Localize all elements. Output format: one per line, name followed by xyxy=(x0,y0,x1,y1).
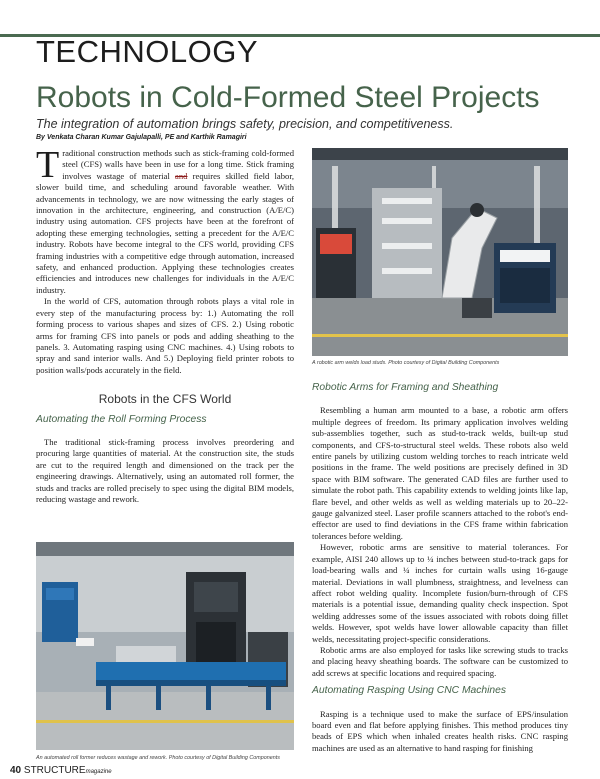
roll-former-photo xyxy=(36,542,294,750)
roll-former-caption: An automated roll former reduces wastage and rework. Photo courtesy of Digital Building Components xyxy=(36,755,280,761)
paragraph-7: Rasping is a technique used to make the surface of EPS/insulation board even and flat before applying finishes. This method produces tiny beads of EPS which when inhaled creates health risks. CNC rasping machines are used as an alternative to hand rasping for finishing xyxy=(312,708,568,753)
subsection-heading-robotic-arms: Robotic Arms for Framing and Sheathing xyxy=(312,382,499,393)
roll-former-illustration xyxy=(36,542,294,750)
robot-arm-photo xyxy=(312,148,568,356)
intro-paragraph: Traditional construction methods such as stick-framing cold-formed steel (CFS) walls have been in use for a long time. Stick framing involves wastage of material and requires skilled field labor, slower build time, and scheduling around favorable weather. With advancements in technology, we are now witnessing the early stages of innovation in the architecture, engineering, and construction (A/E/C) industry using automation. CFS projects have been at the forefront of adopting these emerging technologies, setting a precedent for the A/E/C industry. Robots have become integral to the CFS world, providing CFS framing industries with a competitive edge through automation, increased safety, and enhanced production. Applying these technologies creates efficiencies and introduces new challenges for individuals in the A/E/C industry. xyxy=(36,144,294,295)
left-column xyxy=(36,144,294,505)
right-column xyxy=(312,376,568,754)
paragraph-3: The traditional stick-framing process involves preordering and procuring large quantities of material. At the construction site, the studs are cut to the required length and dimensioned on the track per the engineering drawings. Alternatively, using an automated roll former, the studs and tracks are rolled precisely to spec using the digital BIM models, reducing wastage and rework. xyxy=(36,436,294,504)
subsection-heading-rasping: Automating Rasping Using CNC Machines xyxy=(312,685,507,697)
subsection-heading-roll-forming: Automating the Roll Forming Process xyxy=(36,413,207,425)
robot-arm-illustration xyxy=(312,148,568,356)
paragraph-2: In the world of CFS, automation through robots plays a vital role in every step of the manufacturing process by: 1.) Automating the roll forming process to various shapes and sizes of CFS. 2.) Using robotic arms for framing CFS into panels or pods and adding sheathing to the panels. 3. Automating rasping using CNC machines. 4.) Using robots to spray and sand interior walls. And 5.) Deploying field printer robots to position walls/pods accurately in the field. xyxy=(36,296,294,375)
struck-word: and xyxy=(175,170,188,181)
article-subtitle: The integration of automation brings safety, precision, and competitiveness. xyxy=(36,117,454,131)
paragraph-6: Robotic arms are also employed for tasks like screwing studs to tracks and placing heavy sheathing boards. The software can be customized to add screws at specific locations and required spacing. xyxy=(312,644,568,678)
page-number: 40 xyxy=(10,765,22,776)
drop-cap: T xyxy=(36,144,60,186)
page-footer xyxy=(10,765,112,776)
paragraph-5: However, robotic arms are sensitive to material tolerances. For example, AISI 240 allows up to ¼ inches between stud-to-track gaps for load-bearing walls and ¼ inches for curtain walls using 16-gauge material. Deviations in wall plumbness, straightness, and levelness can affect robot welding quality. Incomplete fusion/burn-through of CFS materials is a potential issue, demanding quality check inspection. Spot welding addresses some of the issues associated with robots doing fillet welds. However, spot welds have lower allowable capacity than fillet welds, necessitating project-specific considerations. xyxy=(312,542,568,644)
paragraph-4: Resembling a human arm mounted to a base, a robotic arm offers multiple degrees of freedom. Its primary application involves welding sub-assemblies together, such as stud-to-track welds, built-up stud components, and CFS-to-structural steel welds. These robots also weld entire panels by utilizing custom welding torches to reach intricate weld positions in the frame. The weld positions are precisely defined in 3D space with BIM software. The generated CAD files are further used to simulate the robot path. This capability extends to welding joints like lap, flare bevel, and other welds as well as welding materials up to 20–22-gauge galvanized steel. Laser profile scanners attached to the robot's end-effector are used to find deviations in the CFS frame within fabrication tolerances before welding. xyxy=(312,405,568,541)
magazine-name: STRUCTURE xyxy=(23,765,86,776)
article-title: Robots in Cold-Formed Steel Projects xyxy=(36,81,540,114)
magazine-suffix: magazine xyxy=(85,769,112,775)
robot-photo-caption: A robotic arm welds load studs. Photo courtesy of Digital Building Components xyxy=(312,360,500,366)
section-label: TECHNOLOGY xyxy=(36,34,259,69)
article-byline: By Venkata Charan Kumar Gajulapalli, PE and Karthik Ramagiri xyxy=(36,134,247,141)
section-heading: Robots in the CFS World xyxy=(98,392,232,407)
